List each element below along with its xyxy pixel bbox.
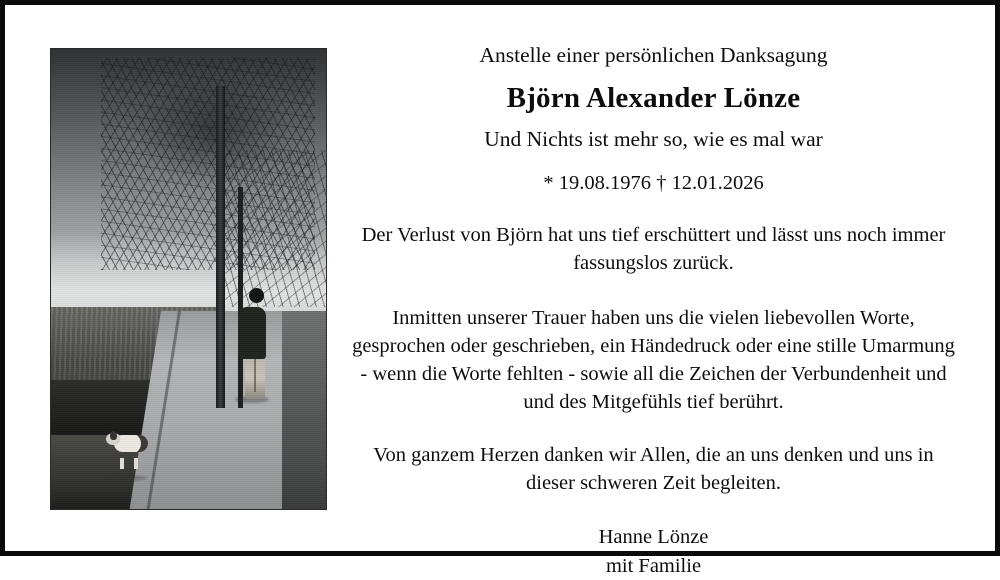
- deceased-name: Björn Alexander Lönze: [506, 82, 801, 115]
- signature-name: Hanne Lönze: [598, 526, 709, 549]
- subtitle-line: Und Nichts ist mehr so, wie es mal war: [484, 127, 823, 152]
- photo-dog-shadow: [103, 475, 147, 481]
- paragraph-1: Der Verlust von Björn hat uns tief erschüttert und lässt uns noch immer fassungslos zurück.: [361, 224, 946, 275]
- photo-person-legs: [245, 353, 265, 399]
- signature-suffix: mit Familie: [605, 554, 702, 577]
- photo-tree-branches: [216, 150, 326, 306]
- photo-dog-leg-front: [120, 458, 124, 469]
- photo-dog-leg-rear: [134, 458, 138, 469]
- paragraph-3: Von ganzem Herzen danken wir Allen, die an uns denken und uns in dieser schweren Zeit begleiten.: [373, 443, 934, 494]
- text-column: [327, 5, 995, 580]
- photo-column: [5, 5, 327, 510]
- photo-person-torso: [238, 307, 266, 359]
- paragraph-2: Inmitten unserer Trauer haben uns die vielen liebevollen Worte, gesprochen oder geschrieben, ein Händedruck oder eine stille Umarmung - wenn die Worte fehlten - sowie all die Zeichen der Verbundenheit und und des Mitgefühls tief berührt.: [352, 306, 955, 414]
- photo-right-shoulder: [282, 311, 326, 509]
- memorial-photo: [50, 48, 327, 510]
- life-dates: * 19.08.1976 † 12.01.2026: [543, 172, 764, 195]
- intro-line: Anstelle einer persönlichen Danksagung: [479, 43, 828, 67]
- photo-tree-trunk: [216, 86, 225, 408]
- photo-dog-ear: [110, 431, 117, 440]
- photo-tree-trunk-secondary: [238, 187, 243, 408]
